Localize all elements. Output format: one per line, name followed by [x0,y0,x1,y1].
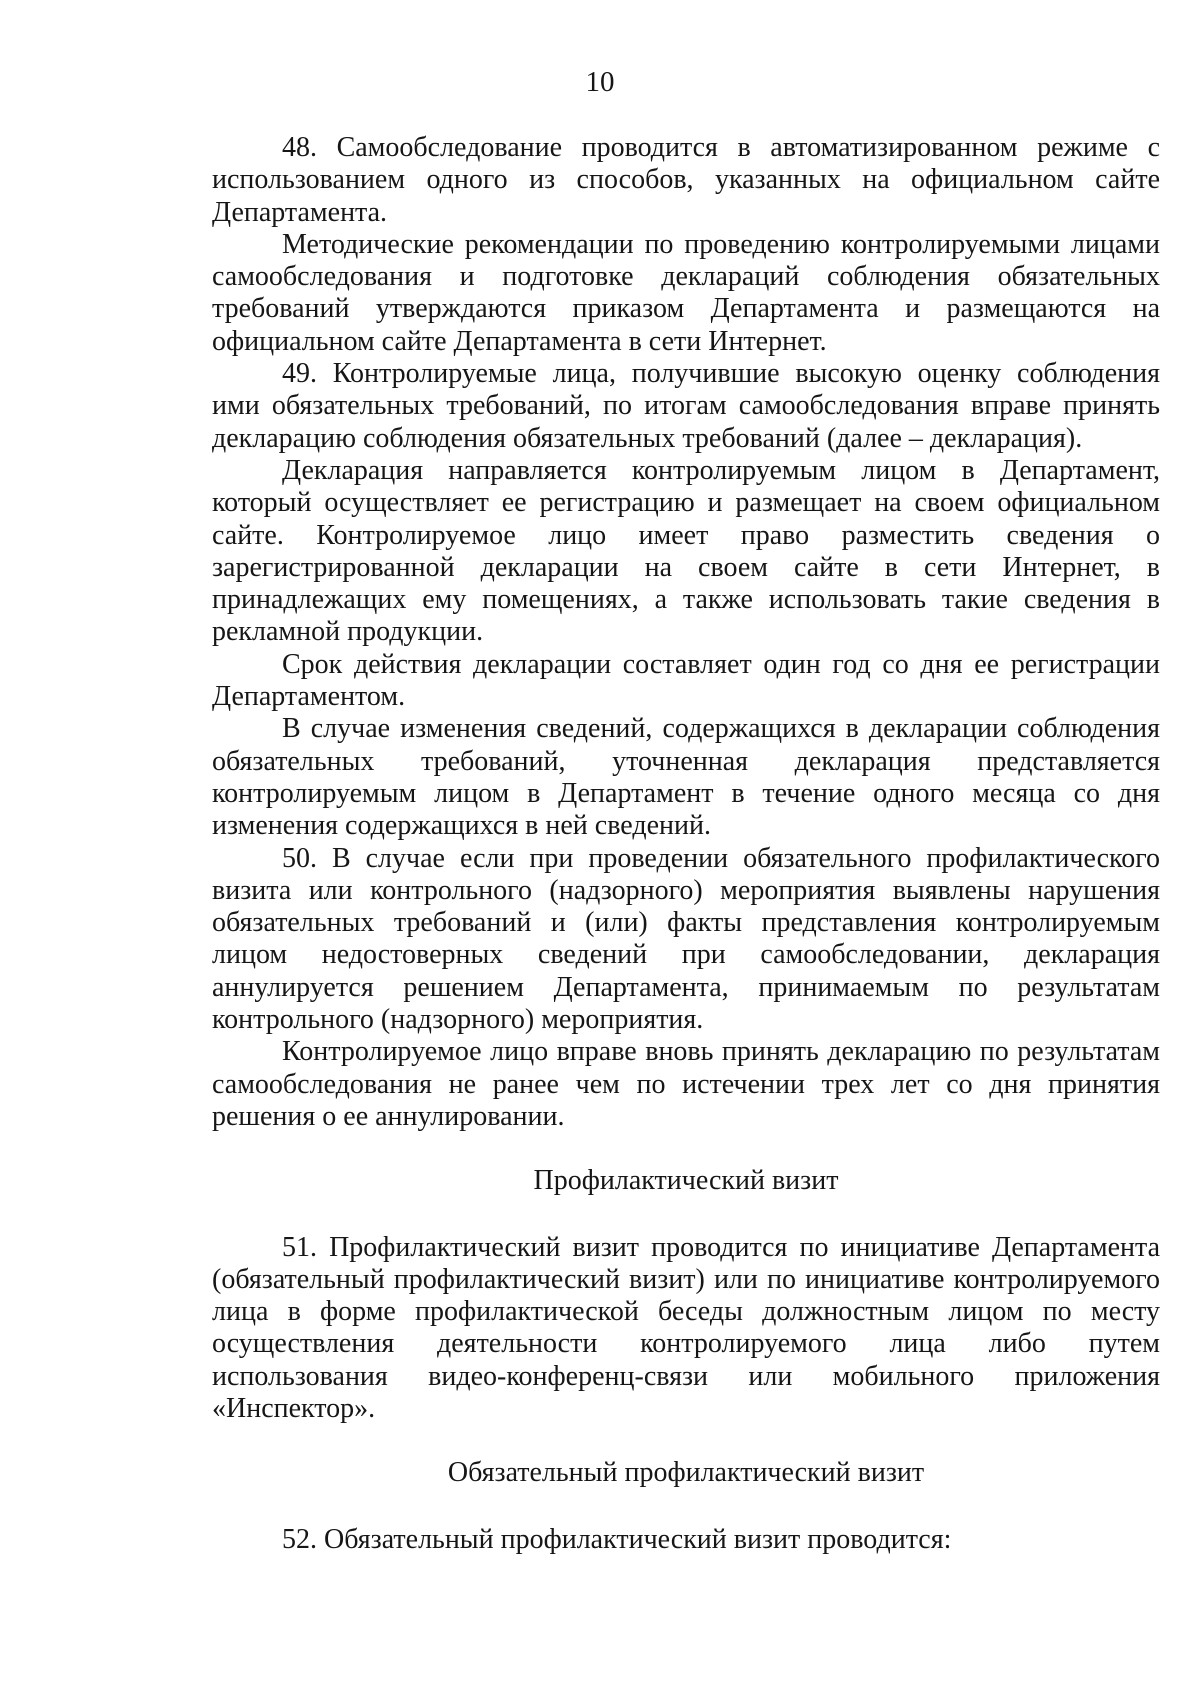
paragraph-51: 51. Профилактический визит проводится по инициативе Департамента (обязательный профилактический визит) или по инициативе контролируемого лица в форме профилактической беседы должностным лицом по месту осуществления деятельности контролируемого лица либо путем использования видео-конференц-связи или мобильного приложения «Инспектор». [212,1231,1160,1424]
paragraph-48: 48. Самообследование проводится в автоматизированном режиме с использованием одного из способов, указанных на официальном сайте Департамента. [212,132,1160,228]
paragraph-50: 50. В случае если при проведении обязательного профилактического визита или контрольного (надзорного) мероприятия выявлены нарушения обязательных требований и (или) факты представления контролируемым лицом недостоверных сведений при самообследовании, декларация аннулируется решением Департамента, принимаемым по результатам контрольного (надзорного) мероприятия. [212,842,1160,1036]
paragraph-49-declaration-update: В случае изменения сведений, содержащихся в декларации соблюдения обязательных требований, уточненная декларация представляется контролируемым лицом в Департамент в течение одного месяца со дня изменения содержащихся в ней сведений. [212,713,1160,842]
paragraph-49-declaration-term: Срок действия декларации составляет один год со дня ее регистрации Департаментом. [212,648,1160,713]
spacer [212,1490,1160,1524]
paragraph-49-declaration-registration: Декларация направляется контролируемым лицом в Департамент, который осуществляет ее регистрацию и размещает на своем официальном сайте. Контролируемое лицо имеет право разместить сведения о зарегистрированной декларации на своем сайте в сети Интернет, в принадлежащих ему помещениях, а также использовать такие сведения в рекламной продукции. [212,454,1160,648]
section-heading-mandatory-preventive-visit: Обязательный профилактический визит [447,1457,925,1489]
paragraph-48-methodical-recommendations: Методические рекомендации по проведению контролируемыми лицами самообследования и подготовке деклараций соблюдения обязательных требований утверждаются приказом Департамента и размещаются на официальном сайте Департамента в сети Интернет. [212,228,1160,357]
spacer [212,1425,1160,1457]
paragraph-50-reacceptance: Контролируемое лицо вправе вновь принять декларацию по результатам самообследования не ранее чем по истечении трех лет со дня принятия решения о ее аннулировании. [212,1036,1160,1132]
spacer [212,1133,1160,1165]
paragraph-49: 49. Контролируемые лица, получившие высокую оценку соблюдения ими обязательных требований, по итогам самообследования вправе принять декларацию соблюдения обязательных требований (далее – декларация). [212,358,1160,454]
paragraph-52: 52. Обязательный профилактический визит проводится: [282,1523,952,1555]
spacer [212,1198,1160,1232]
document-body [212,132,1160,1556]
section-heading-preventive-visit: Профилактический визит [533,1165,839,1197]
page-number: 10 [585,66,615,98]
